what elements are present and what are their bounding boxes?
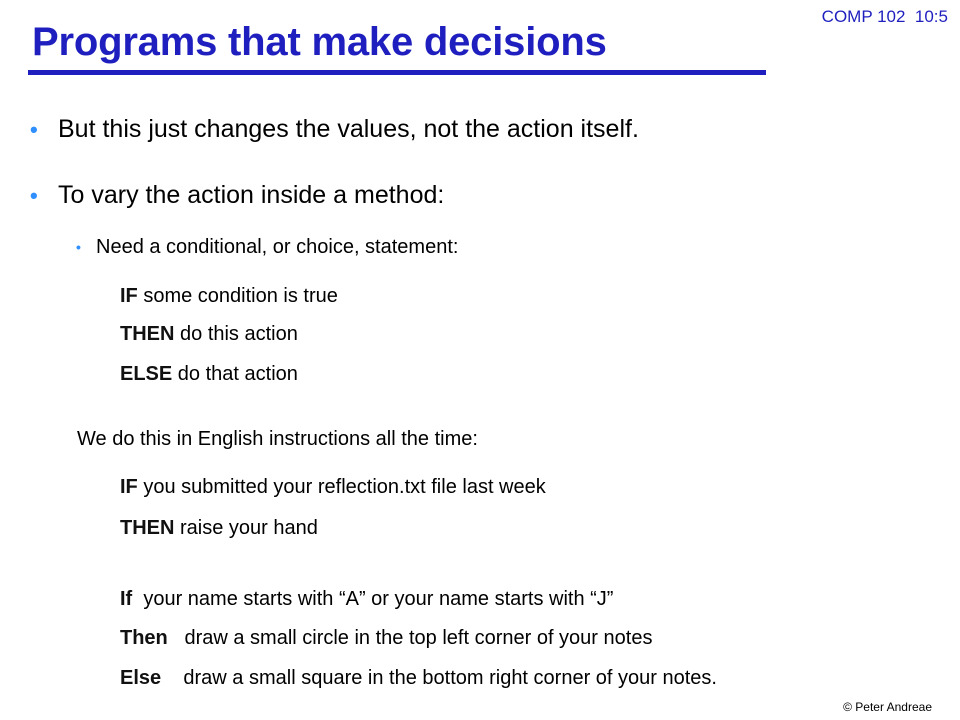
title-underline xyxy=(28,70,766,75)
example2-if-line xyxy=(120,476,546,499)
then-action-text: draw a small circle in the top left corner of your notes xyxy=(167,627,653,649)
else-action-text: draw a small square in the bottom right corner of your notes. xyxy=(161,667,717,689)
keyword-if: IF xyxy=(120,285,138,307)
if-condition-text: some condition is true xyxy=(137,285,338,307)
keyword-then: Then xyxy=(120,627,168,649)
bullet-marker: • xyxy=(30,183,38,208)
bullet-vary-action: To vary the action inside a method: xyxy=(58,181,445,209)
example3-else-line xyxy=(120,667,717,690)
keyword-else: Else xyxy=(120,667,162,689)
keyword-if: IF xyxy=(120,476,138,498)
else-action-text: do that action xyxy=(172,363,298,385)
example1-else-line xyxy=(120,363,298,386)
course-code: COMP 102 10:5 xyxy=(821,7,948,26)
then-action-text: raise your hand xyxy=(174,517,318,539)
bullet-marker: • xyxy=(30,117,38,142)
example1-then-line xyxy=(120,323,298,346)
sub-bullet-marker: • xyxy=(76,239,81,255)
keyword-if: If xyxy=(120,588,133,610)
sub-bullet-conditional: Need a conditional, or choice, statement: xyxy=(96,236,459,258)
example3-then-line xyxy=(120,627,652,650)
if-condition-text: you submitted your reflection.txt file last week xyxy=(137,476,546,498)
keyword-then: THEN xyxy=(120,323,175,345)
slide-title: Programs that make decisions xyxy=(32,20,607,64)
then-action-text: do this action xyxy=(174,323,298,345)
example2-then-line xyxy=(120,517,318,540)
english-intro: We do this in English instructions all the time: xyxy=(77,428,478,450)
copyright: © Peter Andreae xyxy=(843,700,932,714)
example3-if-line xyxy=(120,588,613,611)
example1-if-line xyxy=(120,285,338,308)
keyword-then: THEN xyxy=(120,517,175,539)
if-condition-text: your name starts with “A” or your name starts with “J” xyxy=(132,588,614,610)
bullet-changes-values: But this just changes the values, not the action itself. xyxy=(58,115,639,143)
keyword-else: ELSE xyxy=(120,363,173,385)
